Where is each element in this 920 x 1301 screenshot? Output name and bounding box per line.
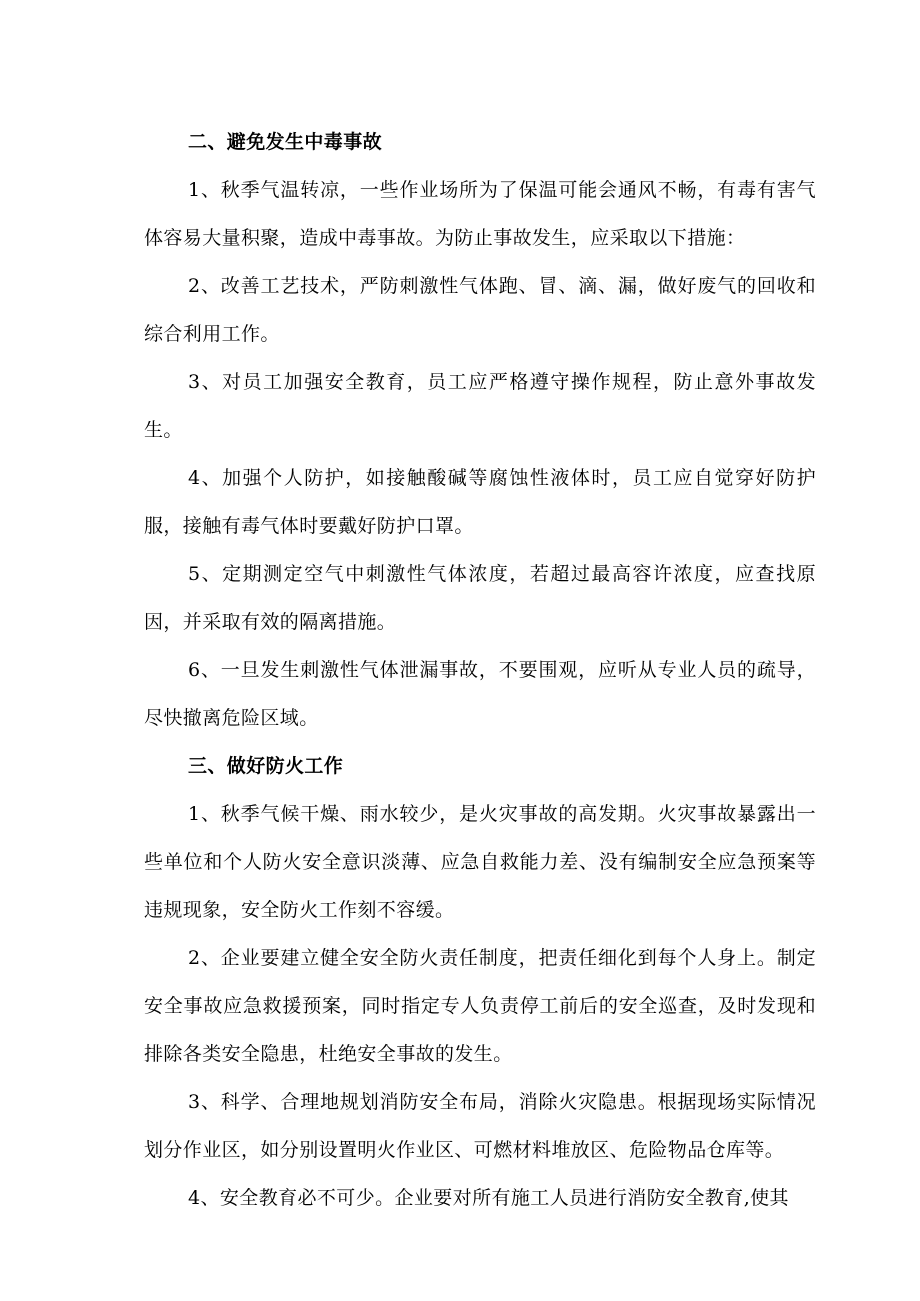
document-body xyxy=(144,118,816,1222)
paragraph-3-4: 4、安全教育必不可少。企业要对所有施工人员进行消防安全教育,使其 xyxy=(188,1187,789,1209)
paragraph-2-1: 1、秋季气温转凉，一些作业场所为了保温可能会通风不畅，有毒有害气体容易大量积聚，造成中毒事故。为防止事故发生，应采取以下措施： xyxy=(144,179,816,249)
paragraph-2-2: 2、改善工艺技术，严防刺激性气体跑、冒、滴、漏，做好废气的回收和综合利用工作。 xyxy=(144,275,816,345)
paragraph-3-2: 2、企业要建立健全安全防火责任制度，把责任细化到每个人身上。制定安全事故应急救援预案，同时指定专人负责停工前后的安全巡查，及时发现和排除各类安全隐患，杜绝安全事故的发生。 xyxy=(144,947,816,1065)
section-heading-fire-prevention: 三、做好防火工作 xyxy=(188,755,344,777)
section-heading-avoid-poisoning: 二、避免发生中毒事故 xyxy=(188,131,383,153)
paragraph-3-1: 1、秋季气候干燥、雨水较少，是火灾事故的高发期。火灾事故暴露出一些单位和个人防火安全意识淡薄、应急自救能力差、没有编制安全应急预案等违规现象，安全防火工作刻不容缓。 xyxy=(144,803,816,921)
paragraph-2-6: 6、一旦发生刺激性气体泄漏事故，不要围观，应听从专业人员的疏导，尽快撤离危险区域。 xyxy=(144,659,816,729)
paragraph-2-3: 3、对员工加强安全教育，员工应严格遵守操作规程，防止意外事故发生。 xyxy=(144,371,816,441)
paragraph-2-5: 5、定期测定空气中刺激性气体浓度，若超过最高容许浓度，应查找原因，并采取有效的隔离措施。 xyxy=(144,563,816,633)
paragraph-3-3: 3、科学、合理地规划消防安全布局，消除火灾隐患。根据现场实际情况划分作业区，如分别设置明火作业区、可燃材料堆放区、危险物品仓库等。 xyxy=(144,1091,816,1161)
paragraph-2-4: 4、加强个人防护，如接触酸碱等腐蚀性液体时，员工应自觉穿好防护服，接触有毒气体时要戴好防护口罩。 xyxy=(144,467,816,537)
